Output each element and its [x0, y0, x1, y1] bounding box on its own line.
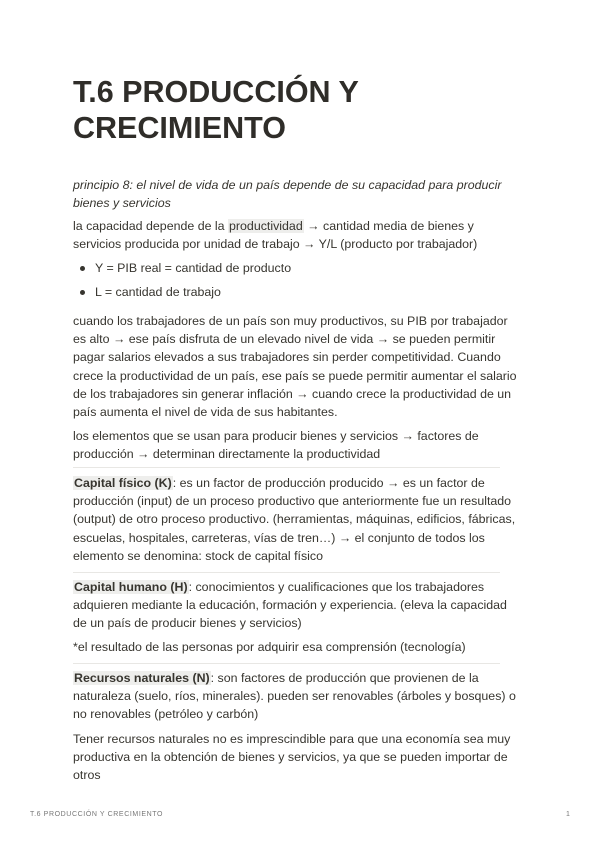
capital-humano-term: Capital humano (H)	[74, 580, 188, 594]
recursos-naturales-text: : son factores de producción que provienen de la naturaleza (suelo, ríos, minerales). pueden ser renovables (árboles y bosques) o no renovables (petróleo y carbón)	[73, 671, 516, 722]
divider	[73, 663, 500, 664]
capital-humano-text: : conocimientos y cualificaciones que los trabajadores adquieren mediante la educación, formación y experiencia. (eleva la capacidad de un país de producir bienes y servicios)	[73, 580, 507, 631]
factors-paragraph: los elementos que se usan para producir bienes y servicios → factores de producción → determinan directamente la productividad	[73, 429, 479, 462]
capital-fisico-paragraph	[73, 474, 520, 565]
productivity-paragraph: cuando los trabajadores de un país son muy productivos, su PIB por trabajador es alto → ese país disfruta de un elevado nivel de vida → se pueden permitir pagar salarios elevados a sus trabajadores sin perder competitividad. Cuando crece la productividad de un país, ese país se puede permitir aumentar el salario de los trabajadores sin generar inflación → cuando crece la productividad de un país aumenta el nivel de vida de sus habitantes.	[73, 314, 517, 420]
productividad-highlight: productividad	[229, 219, 303, 233]
recursos-naturales-term: Recursos naturales (N)	[74, 671, 210, 685]
intro-before: la capacidad depende de la	[73, 219, 229, 233]
list-item: Y = PIB real = cantidad de producto	[73, 259, 291, 283]
footer-label: T.6 PRODUCCIÓN Y CRECIMIENTO	[30, 811, 164, 818]
list-item: L = cantidad de trabajo	[73, 283, 291, 307]
principle-subtitle: principio 8: el nivel de vida de un país depende de su capacidad para producir bienes y servicios	[73, 178, 502, 211]
capital-fisico-text: : es un factor de producción producido → es un factor de producción (input) de un proceso productivo que anteriormente fue un resultado (output) de otro proceso productivo. (herramientas, máquinas, edificios, fábricas, escuelas, hospitales, carreteras, vías de tren…) → el conjunto de todos los elemento se denomina: stock de capital físico	[73, 476, 516, 563]
variables-list	[73, 259, 291, 307]
capital-humano-paragraph	[73, 578, 520, 633]
footer-page-number: 1	[566, 811, 571, 818]
divider	[73, 572, 500, 573]
tecnologia-note: *el resultado de las personas por adquirir esa comprensión (tecnología)	[73, 640, 466, 654]
capital-fisico-term: Capital físico (K)	[74, 476, 172, 490]
recursos-naturales-paragraph	[73, 669, 520, 724]
intro-after: → cantidad media de bienes y servicios producida por unidad de trabajo → Y/L (producto por trabajador)	[73, 219, 478, 252]
divider	[73, 467, 500, 468]
recursos-paragraph: Tener recursos naturales no es imprescindible para que una economía sea muy productiva en la obtención de bienes y servicios, ya que se pueden importar de otros	[73, 732, 511, 783]
intro-paragraph	[73, 217, 520, 253]
page-title: T.6 PRODUCCIÓN Y CRECIMIENTO	[73, 75, 359, 145]
